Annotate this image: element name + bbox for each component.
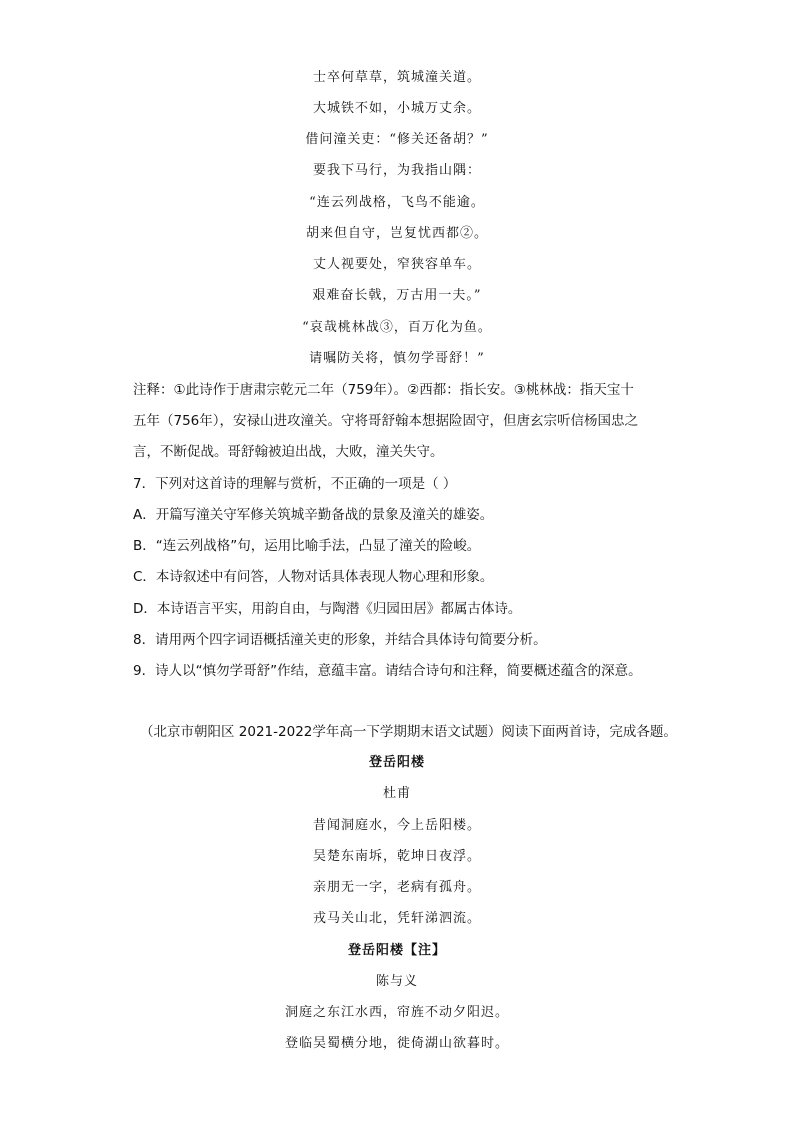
poem-line: 登临吴蜀横分地，徙倚湖山欲暮时。 (284, 1036, 509, 1051)
option-c: C．本诗叙述中有问答，人物对话具体表现人物心理和形象。 (133, 569, 494, 585)
poem-line: 艰难奋长戟，万古用一夫。” (312, 288, 482, 303)
poem-line: 胡来但自守，岂复忧西都②。 (305, 226, 488, 241)
notes-line: 五年（756年），安禄山进攻潼关。守将哥舒翰本想据险固守，但唐玄宗听信杨国忠之 (133, 413, 639, 429)
poem-line: 吴楚东南坼，乾坤日夜浮。 (312, 849, 481, 864)
poem-line: 大城铁不如，小城万丈余。 (312, 101, 481, 116)
poem-author: 陈与义 (375, 974, 418, 989)
poem-author: 杜甫 (382, 786, 411, 801)
option-a: A．开篇写潼关守军修关筑城辛勤备战的景象及潼关的雄姿。 (133, 507, 494, 523)
poem-line: 请嘱防关将，慎勿学哥舒！” (309, 351, 485, 366)
option-b: B．“连云列战格”句，运用比喻手法，凸显了潼关的险峻。 (133, 538, 481, 554)
poem-line: 亲朋无一字，老病有孤舟。 (312, 880, 481, 895)
poem-line: 士卒何草草，筑城潼关道。 (312, 70, 481, 85)
question-9: 9．诗人以“慎勿学哥舒”作结，意蕴丰富。请结合诗句和注释，简要概述蕴含的深意。 (133, 663, 642, 679)
poem-line: 借问潼关吏：“修关还备胡？” (305, 132, 489, 147)
notes-line: 言，不断促战。哥舒翰被迫出战，大败，潼关失守。 (133, 444, 444, 460)
question-7: 7．下列对这首诗的理解与赏析，不正确的一项是（ ） (133, 476, 457, 492)
poem-title: 登岳阳楼【注】 (347, 943, 446, 958)
poem-line: 戎马关山北，凭轩涕泗流。 (312, 911, 481, 926)
poem-line: 丈人视要处，窄狭容单车。 (312, 257, 481, 272)
question-8: 8．请用两个四字词语概括潼关吏的形象，并结合具体诗句简要分析。 (133, 632, 547, 648)
option-d: D．本诗语言平实，用韵自由，与陶潜《归园田居》都属古体诗。 (133, 601, 522, 617)
poem-line: 洞庭之东江水西，帘旌不动夕阳迟。 (284, 1005, 509, 1020)
notes-line: 注释：①此诗作于唐肃宗乾元二年（759年）。②西都：指长安。③桃林战：指天宝十 (133, 382, 634, 398)
poem-title: 登岳阳楼 (368, 755, 425, 770)
poem-line: “连云列战格，飞鸟不能逾。 (309, 195, 485, 210)
poem-line: 昔闻洞庭水，今上岳阳楼。 (312, 818, 481, 833)
poem-line: 要我下马行，为我指山隅： (312, 163, 481, 178)
source-line: （北京市朝阳区 2021-2022学年高一下学期期末语文试题）阅读下面两首诗，完成各题。 (140, 724, 677, 740)
poem-line: “哀哉桃林战③，百万化为鱼。 (302, 320, 492, 335)
